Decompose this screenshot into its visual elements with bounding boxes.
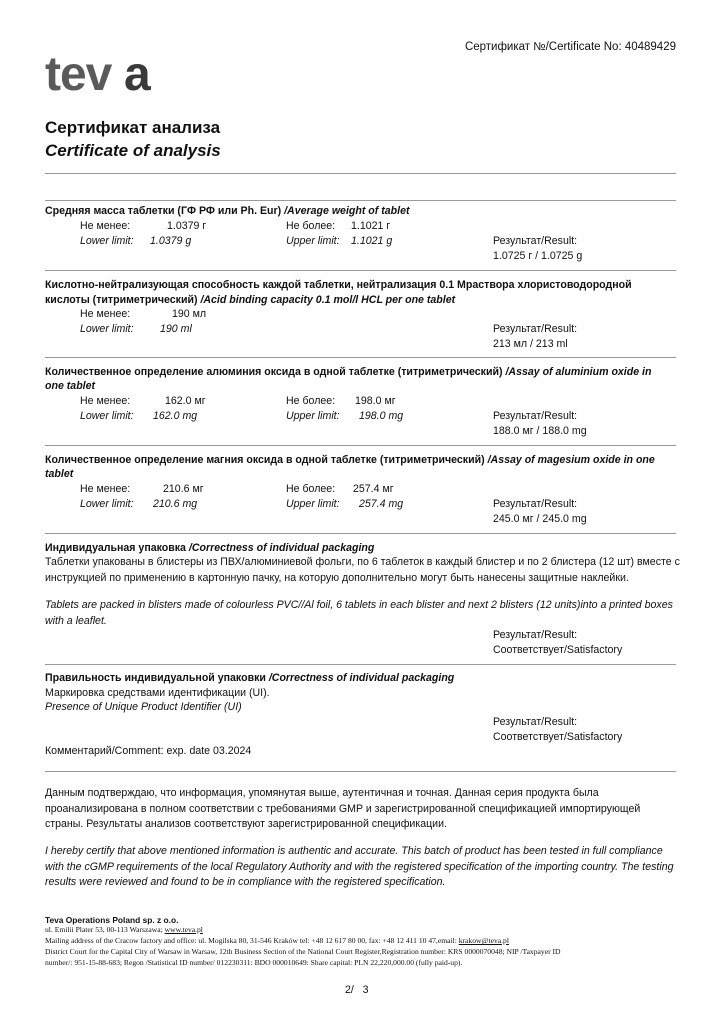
magnesium-min-value: 210.6 мг bbox=[163, 483, 204, 495]
acid-lower-label: Lower limit: bbox=[80, 323, 134, 335]
section-aluminium-title-cont: one tablet bbox=[45, 380, 96, 392]
aluminium-min-value: 162.0 мг bbox=[165, 395, 206, 407]
footer-website-link[interactable]: www.teva.pl bbox=[164, 925, 203, 934]
acid-min-label: Не менее: bbox=[80, 308, 131, 320]
footer-registration: number/: 951-15-88-683; Regon /Statistical ID number/ 012230311: BDO 000010649: Share capital: PLN 22,220,000.00 (fully paid-up). bbox=[45, 958, 463, 967]
divider bbox=[45, 173, 676, 174]
comment-line: Комментарий/Comment: exp. date 03.2024 bbox=[45, 745, 252, 757]
certification-text-en: I hereby certify that above mentioned information is authentic and accurate. This batch of product has been tested in full compliance with the cGMP requirements of the local Regulatory Authority and with the registered specification of the importing country. The testing results were reviewed and found to be in compliance with the registered specification. bbox=[45, 845, 674, 888]
divider bbox=[45, 533, 676, 534]
section-acid-title-line1: Кислотно-нейтрализующая способность каждой таблетки, нейтрализация 0.1 Мраствора хлористоводородной bbox=[45, 279, 632, 291]
weight-min-label: Не менее: bbox=[80, 220, 131, 232]
divider bbox=[45, 771, 676, 772]
packaging-result-value: Соответствует/Satisfactory bbox=[493, 644, 623, 656]
weight-lower-label: Lower limit: bbox=[80, 235, 134, 247]
magnesium-upper-value: 257.4 mg bbox=[359, 498, 404, 510]
magnesium-lower-label: Lower limit: bbox=[80, 498, 134, 510]
aluminium-result-label: Результат/Result: bbox=[493, 410, 578, 422]
section-packaging-title: Индивидуальная упаковка /Correctness of individual packaging bbox=[45, 542, 375, 554]
acid-result-value: 213 мл / 213 ml bbox=[493, 338, 568, 350]
footer-address: ul. Emilii Plater 53, 00-113 Warszawa; www.teva.pl bbox=[45, 925, 203, 934]
divider bbox=[45, 270, 676, 271]
footer-company: Teva Operations Poland sp. z o.o. bbox=[45, 915, 179, 925]
identifier-text-ru: Маркировка средствами идентификации (UI). bbox=[45, 687, 270, 699]
identifier-text-en: Presence of Unique Product Identifier (UI) bbox=[45, 701, 242, 713]
aluminium-max-label: Не более: bbox=[286, 395, 336, 407]
title-en: Certificate of analysis bbox=[45, 141, 221, 160]
section-aluminium-title: Количественное определение алюминия оксида в одной таблетке (титриметрический) /Assay of aluminium oxide in bbox=[45, 366, 652, 378]
teva-logo bbox=[45, 52, 160, 98]
section-acid-title-line2: кислоты (титриметрический) /Acid binding capacity 0.1 mol/l HCL per one tablet bbox=[45, 294, 456, 306]
weight-result-value: 1.0725 г / 1.0725 g bbox=[493, 250, 583, 262]
section-magnesium-title: Количественное определение магния оксида в одной таблетке (титриметрический) /Assay of magesium oxide in one bbox=[45, 454, 655, 466]
footer-email-link[interactable]: krakow@teva.pl bbox=[458, 936, 509, 945]
aluminium-upper-label: Upper limit: bbox=[286, 410, 340, 422]
weight-max-value: 1.1021 г bbox=[351, 220, 391, 232]
weight-max-label: Не более: bbox=[286, 220, 336, 232]
magnesium-lower-value: 210.6 mg bbox=[153, 498, 198, 510]
magnesium-upper-label: Upper limit: bbox=[286, 498, 340, 510]
divider bbox=[45, 445, 676, 446]
title-ru: Сертификат анализа bbox=[45, 118, 221, 137]
section-weight-title: Средняя масса таблетки (ГФ РФ или Ph. Eur) /Average weight of tablet bbox=[45, 205, 410, 217]
aluminium-max-value: 198.0 мг bbox=[355, 395, 396, 407]
footer-mailing: Mailing address of the Cracow factory and office: ul. Mogilska 80, 31-546 Kraków tel: +48 12 617 80 00, fax: +48 12 411 10 47,email: krakow@teva.pl bbox=[45, 936, 509, 945]
acid-lower-value: 190 ml bbox=[160, 323, 192, 335]
identifier-result-label: Результат/Result: bbox=[493, 716, 578, 728]
section-magnesium-title-cont: tablet bbox=[45, 468, 74, 480]
weight-lower-value: 1.0379 g bbox=[150, 235, 192, 247]
packaging-text-ru: Таблетки упакованы в блистеры из ПВХ/алюминиевой фольги, по 6 таблеток в каждый блистер и по 2 блистера (12 шт) вместе с инструкцией по применению в картонную пачку, на которую дополнительно могут быть нанесены защитные наклейки. bbox=[45, 556, 680, 584]
magnesium-max-value: 257.4 мг bbox=[353, 483, 394, 495]
aluminium-lower-label: Lower limit: bbox=[80, 410, 134, 422]
identifier-result-value: Соответствует/Satisfactory bbox=[493, 731, 623, 743]
section-identifier-title: Правильность индивидуальной упаковки /Correctness of individual packaging bbox=[45, 672, 455, 684]
svg-text:tev: tev bbox=[45, 52, 112, 98]
divider bbox=[45, 357, 676, 358]
magnesium-result-value: 245.0 мг / 245.0 mg bbox=[493, 513, 587, 525]
divider bbox=[45, 200, 676, 201]
magnesium-result-label: Результат/Result: bbox=[493, 498, 578, 510]
svg-text:a: a bbox=[124, 52, 151, 98]
weight-upper-label: Upper limit: bbox=[286, 235, 340, 247]
footer-court: District Court for the Capital City of Warsaw in Warsaw, 12th Business Section of the National Court Register,Registration number: KRS 0000070048; NIP /Taxpayer ID bbox=[45, 947, 561, 956]
divider bbox=[45, 664, 676, 665]
aluminium-lower-value: 162.0 mg bbox=[153, 410, 198, 422]
certification-text-ru: Данным подтверждаю, что информация, упомянутая выше, аутентичная и точная. Данная серия продукта была проанализирована в полном соответствии с требованиями GMP и зарегистрированной спецификацией импортирующей страны. Результаты анализов соответствуют зарегистрированной спецификации. bbox=[45, 787, 641, 830]
packaging-text-en: Tablets are packed in blisters made of colourless PVC//Al foil, 6 tablets in each blister and next 2 blisters (12 units)into a printed boxes with a leaflet. bbox=[45, 599, 673, 627]
weight-result-label: Результат/Result: bbox=[493, 235, 578, 247]
magnesium-min-label: Не менее: bbox=[80, 483, 131, 495]
aluminium-result-value: 188.0 мг / 188.0 mg bbox=[493, 425, 587, 437]
certificate-number: Сертификат №/Certificate No: 40489429 bbox=[464, 41, 676, 53]
aluminium-min-label: Не менее: bbox=[80, 395, 131, 407]
weight-min-value: 1.0379 г bbox=[167, 220, 207, 232]
aluminium-upper-value: 198.0 mg bbox=[359, 410, 404, 422]
magnesium-max-label: Не более: bbox=[286, 483, 336, 495]
packaging-result-label: Результат/Result: bbox=[493, 629, 578, 641]
acid-min-value: 190 мл bbox=[172, 308, 207, 320]
acid-result-label: Результат/Result: bbox=[493, 323, 578, 335]
page-number: 2/ 3 bbox=[345, 984, 369, 996]
weight-upper-value: 1.1021 g bbox=[351, 235, 393, 247]
